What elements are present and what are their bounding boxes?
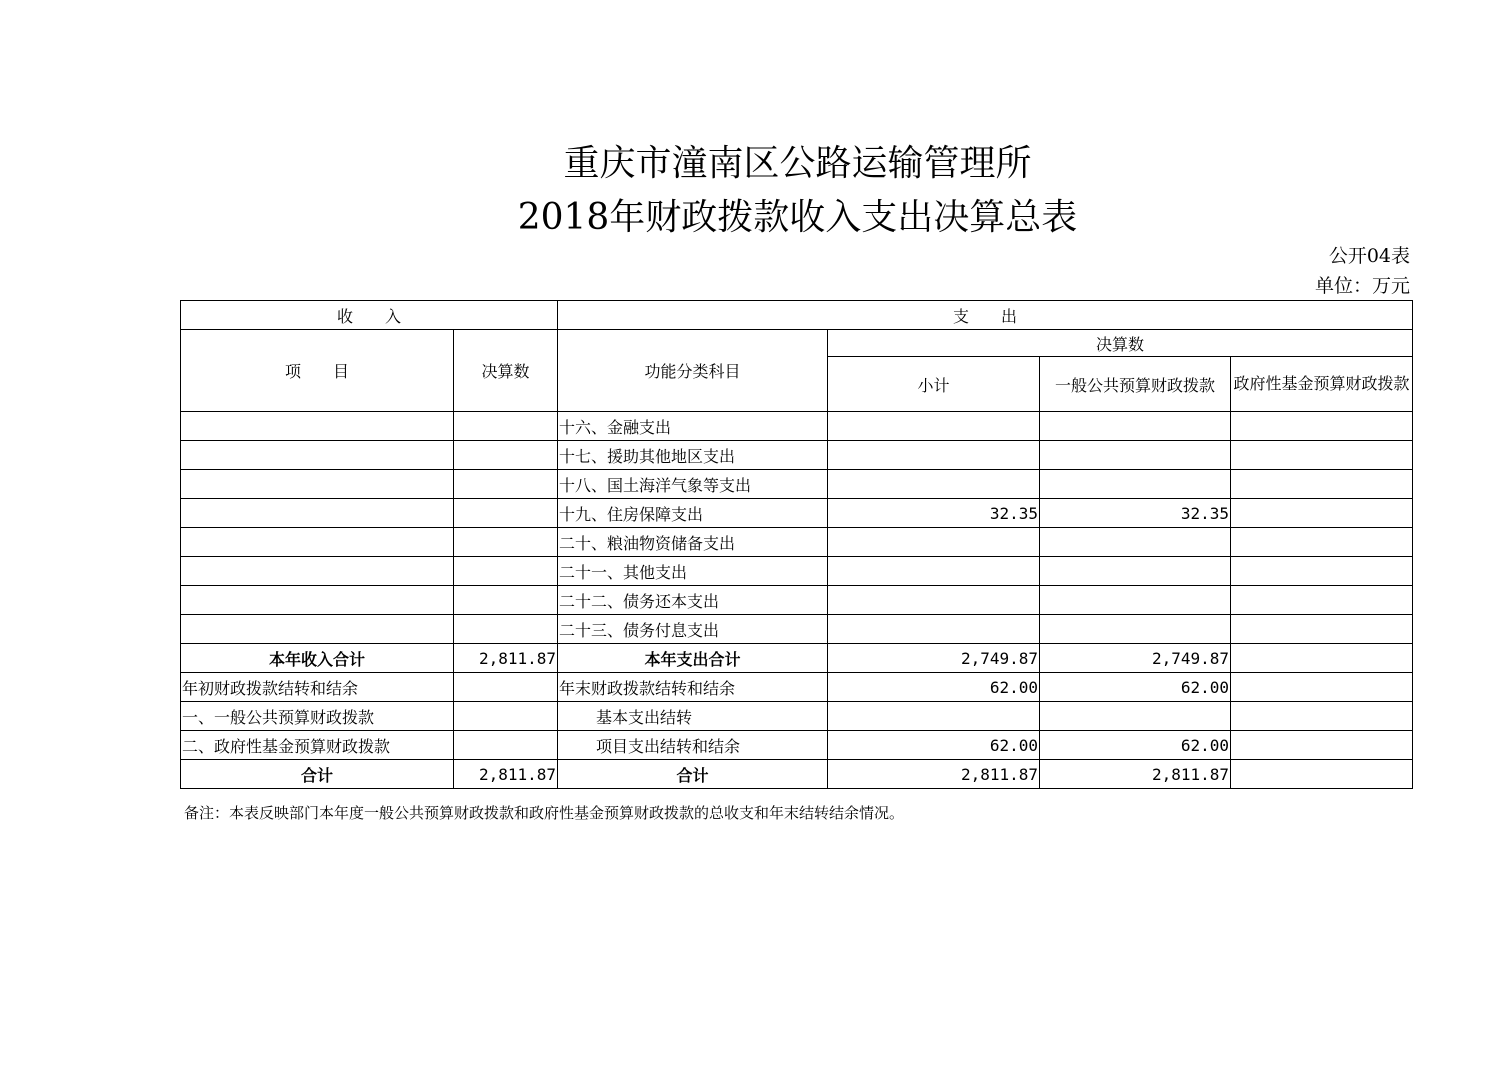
- cell-gov-fund: [1231, 557, 1413, 586]
- cell-income-amount: [454, 702, 558, 731]
- cell-income-item: 二、政府性基金预算财政拨款: [181, 731, 454, 760]
- title-line-2: 2018年财政拨款收入支出决算总表: [517, 197, 1078, 238]
- cell-general-budget: 2,811.87: [1040, 760, 1231, 789]
- header-expense: 支 出: [558, 301, 1413, 330]
- cell-expense-item: 二十、粮油物资储备支出: [558, 528, 828, 557]
- cell-income-item: [181, 412, 454, 441]
- cell-expense-item: 年末财政拨款结转和结余: [558, 673, 828, 702]
- table-row: [181, 557, 1413, 586]
- cell-gov-fund: [1231, 731, 1413, 760]
- table-row: [181, 586, 1413, 615]
- cell-general-budget: [1040, 557, 1231, 586]
- cell-income-item: [181, 470, 454, 499]
- cell-income-amount: [454, 412, 558, 441]
- cell-expense-item: 项目支出结转和结余: [558, 731, 828, 760]
- cell-income-amount: [454, 499, 558, 528]
- cell-subtotal: 2,811.87: [828, 760, 1040, 789]
- cell-gov-fund: [1231, 412, 1413, 441]
- table-row: [181, 615, 1413, 644]
- cell-subtotal: [828, 528, 1040, 557]
- cell-general-budget: 62.00: [1040, 731, 1231, 760]
- cell-income-amount: 2,811.87: [454, 760, 558, 789]
- cell-income-amount: [454, 615, 558, 644]
- table-row: [181, 644, 1413, 673]
- cell-general-budget: [1040, 702, 1231, 731]
- cell-subtotal: [828, 412, 1040, 441]
- cell-income-item: 年初财政拨款结转和结余: [181, 673, 454, 702]
- cell-gov-fund: [1231, 441, 1413, 470]
- cell-gov-fund: [1231, 760, 1413, 789]
- cell-income-item: [181, 586, 454, 615]
- table-code: 公开04表: [1328, 245, 1410, 267]
- cell-subtotal: [828, 702, 1040, 731]
- table-row: [181, 499, 1413, 528]
- cell-expense-item: 二十三、债务付息支出: [558, 615, 828, 644]
- cell-income-item: 一、一般公共预算财政拨款: [181, 702, 454, 731]
- cell-general-budget: [1040, 441, 1231, 470]
- cell-subtotal: [828, 615, 1040, 644]
- cell-general-budget: 32.35: [1040, 499, 1231, 528]
- cell-income-item: [181, 441, 454, 470]
- header-item: 项 目: [181, 330, 454, 412]
- cell-income-item: [181, 528, 454, 557]
- cell-gov-fund: [1231, 673, 1413, 702]
- cell-income-amount: [454, 470, 558, 499]
- table-row: [181, 470, 1413, 499]
- cell-income-amount: [454, 586, 558, 615]
- cell-subtotal: 32.35: [828, 499, 1040, 528]
- cell-income-item: [181, 557, 454, 586]
- cell-subtotal: [828, 557, 1040, 586]
- cell-subtotal: 62.00: [828, 673, 1040, 702]
- cell-expense-item: 十六、金融支出: [558, 412, 828, 441]
- cell-general-budget: 2,749.87: [1040, 644, 1231, 673]
- cell-income-amount: 2,811.87: [454, 644, 558, 673]
- table-row: [181, 528, 1413, 557]
- cell-income-amount: [454, 557, 558, 586]
- table-row: [181, 441, 1413, 470]
- cell-expense-item: 二十二、债务还本支出: [558, 586, 828, 615]
- cell-subtotal: [828, 586, 1040, 615]
- header-subtotal: 小计: [828, 357, 1040, 412]
- cell-expense-item: 合计: [558, 760, 828, 789]
- footnote: 备注：本表反映部门本年度一般公共预算财政拨款和政府性基金预算财政拨款的总收支和年末结转结余情况。: [184, 804, 905, 822]
- cell-income-amount: [454, 673, 558, 702]
- cell-expense-item: 基本支出结转: [558, 702, 828, 731]
- cell-income-item: 合计: [181, 760, 454, 789]
- cell-income-amount: [454, 528, 558, 557]
- cell-subtotal: [828, 470, 1040, 499]
- header-general-budget: 一般公共预算财政拨款: [1040, 357, 1231, 412]
- cell-general-budget: [1040, 586, 1231, 615]
- cell-subtotal: 62.00: [828, 731, 1040, 760]
- cell-income-item: [181, 499, 454, 528]
- cell-gov-fund: [1231, 528, 1413, 557]
- cell-gov-fund: [1231, 615, 1413, 644]
- header-gov-fund: 政府性基金预算财政拨款: [1231, 357, 1413, 412]
- cell-expense-item: 二十一、其他支出: [558, 557, 828, 586]
- header-expense-amount: 决算数: [828, 330, 1413, 357]
- cell-subtotal: [828, 441, 1040, 470]
- cell-gov-fund: [1231, 470, 1413, 499]
- cell-income-amount: [454, 441, 558, 470]
- cell-general-budget: [1040, 615, 1231, 644]
- header-income: 收 入: [181, 301, 558, 330]
- cell-general-budget: 62.00: [1040, 673, 1231, 702]
- table-row: [181, 702, 1413, 731]
- cell-gov-fund: [1231, 499, 1413, 528]
- cell-subtotal: 2,749.87: [828, 644, 1040, 673]
- table-row: [181, 412, 1413, 441]
- cell-gov-fund: [1231, 702, 1413, 731]
- cell-expense-item: 十七、援助其他地区支出: [558, 441, 828, 470]
- table-row: [181, 760, 1413, 789]
- title-line-1: 重庆市潼南区公路运输管理所: [563, 143, 1032, 184]
- cell-gov-fund: [1231, 586, 1413, 615]
- unit-label: 单位：万元: [1314, 275, 1410, 297]
- header-income-amount: 决算数: [454, 330, 558, 412]
- cell-general-budget: [1040, 470, 1231, 499]
- cell-expense-item: 本年支出合计: [558, 644, 828, 673]
- cell-expense-item: 十九、住房保障支出: [558, 499, 828, 528]
- cell-general-budget: [1040, 412, 1231, 441]
- cell-expense-item: 十八、国土海洋气象等支出: [558, 470, 828, 499]
- cell-gov-fund: [1231, 644, 1413, 673]
- cell-income-item: 本年收入合计: [181, 644, 454, 673]
- table-row: [181, 673, 1413, 702]
- cell-income-amount: [454, 731, 558, 760]
- cell-general-budget: [1040, 528, 1231, 557]
- header-function-class: 功能分类科目: [558, 330, 828, 412]
- table-body: [181, 412, 1413, 789]
- cell-income-item: [181, 615, 454, 644]
- table-row: [181, 731, 1413, 760]
- financial-table: [180, 300, 1413, 789]
